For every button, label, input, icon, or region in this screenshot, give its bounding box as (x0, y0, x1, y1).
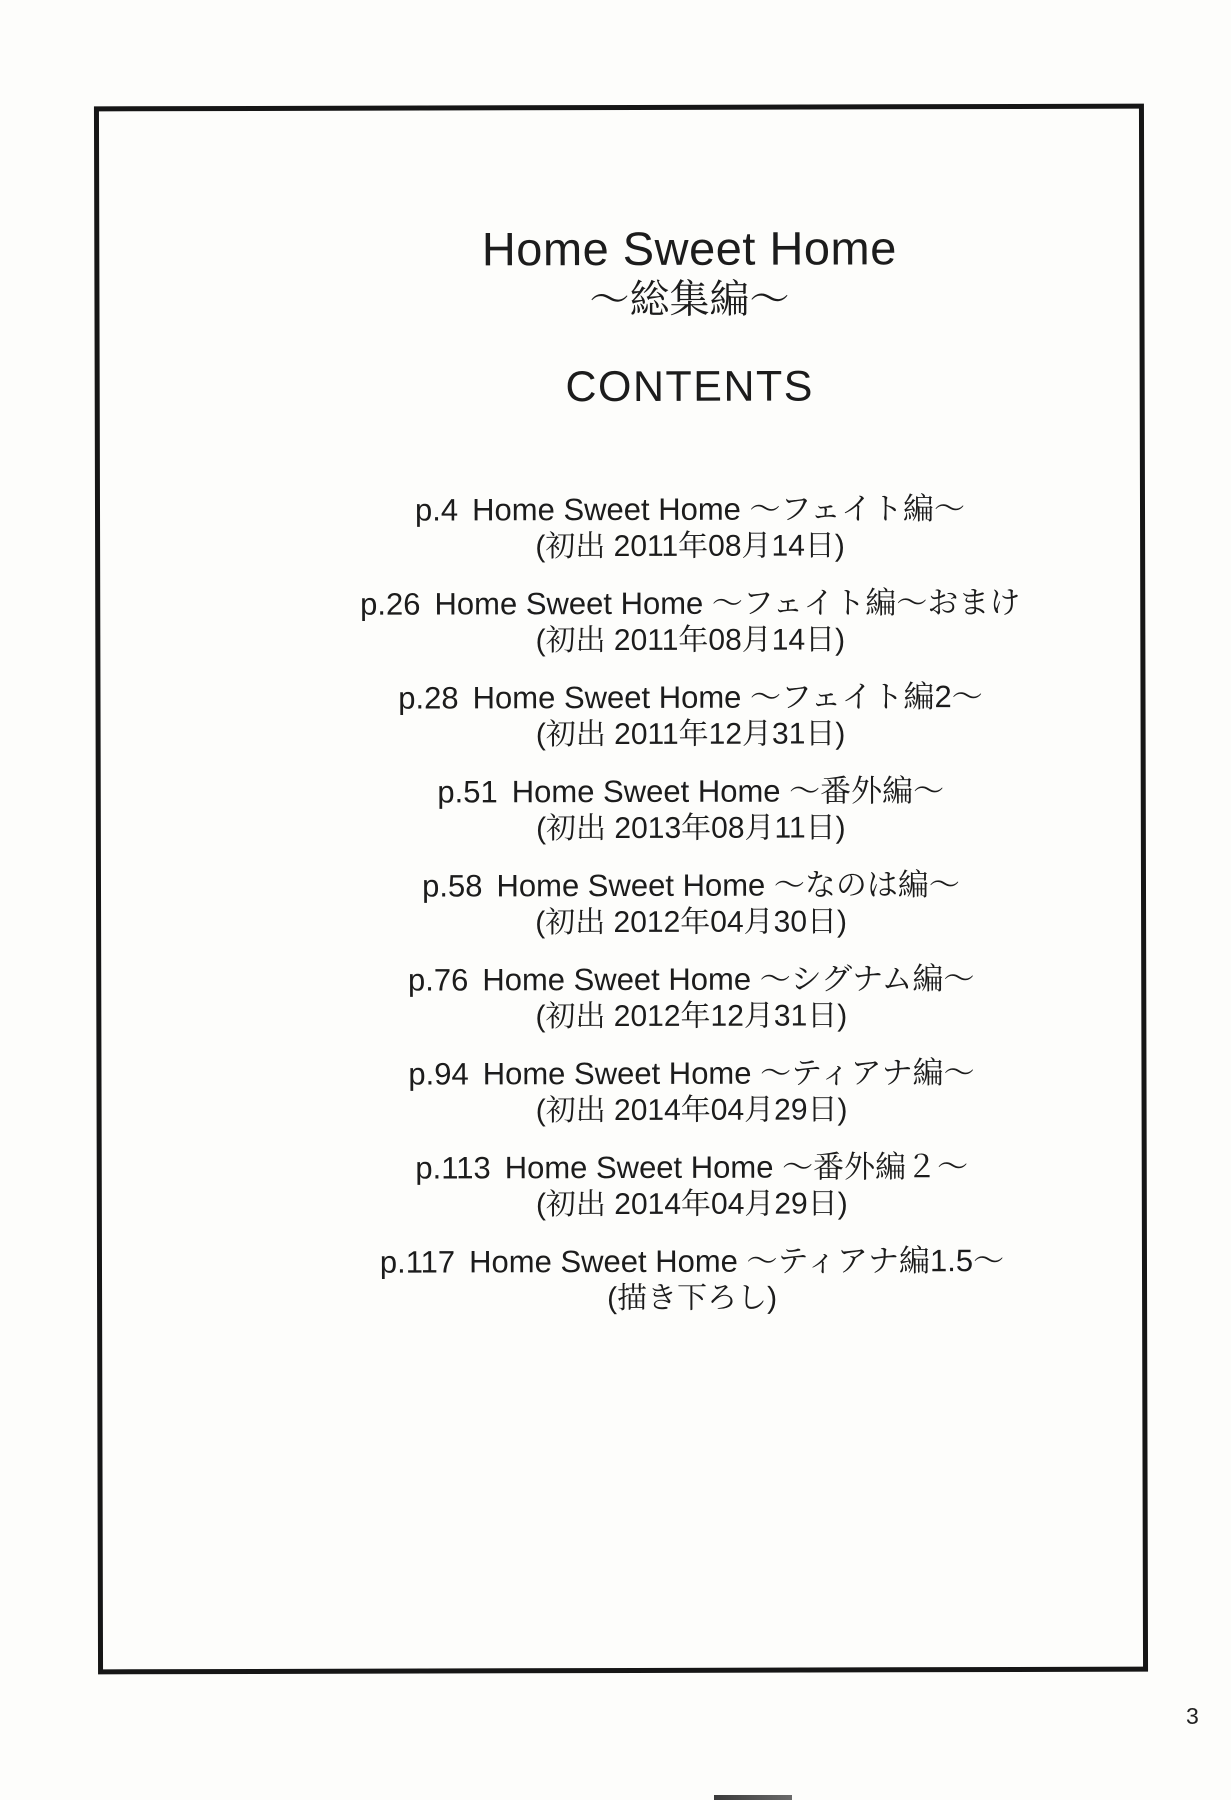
toc-entry-page: p.28 (398, 680, 459, 716)
toc-entry-title-line (160, 677, 1220, 717)
toc-entry-title-line (162, 1241, 1222, 1281)
toc-entry-title: Home Sweet Home ～シグナム編～ (482, 961, 975, 998)
toc-entry-page: p.51 (437, 774, 498, 810)
toc-entry (161, 771, 1221, 848)
toc-entry-page: p.26 (360, 586, 421, 622)
toc-entry-date: (初出 2014年04月29日) (535, 1093, 848, 1128)
toc-entry-title-line (160, 583, 1220, 623)
toc-entry (161, 959, 1221, 1036)
toc-entry-title: Home Sweet Home ～番外編～ (511, 773, 945, 810)
toc-entry-page: p.58 (422, 868, 483, 904)
toc-entry (162, 1241, 1222, 1318)
page-number: 3 (1186, 1703, 1199, 1729)
toc-entry-date: (初出 2013年08月11日) (536, 811, 846, 846)
toc-entry (162, 1147, 1222, 1224)
print-registration-mark (714, 1795, 792, 1800)
toc-entry-title: Home Sweet Home ～フェイト編～おまけ (434, 584, 1021, 622)
table-of-contents (160, 489, 1222, 1318)
toc-entry-title-line (161, 771, 1221, 811)
toc-entry-page: p.4 (414, 492, 459, 528)
toc-entry (161, 1053, 1221, 1130)
toc-entry-date: (初出 2011年12月31日) (535, 717, 846, 752)
toc-entry-title: Home Sweet Home ～フェイト編2～ (472, 679, 983, 716)
toc-entry-title: Home Sweet Home ～番外編２～ (504, 1149, 969, 1186)
toc-entry-title-line (161, 1053, 1221, 1093)
toc-entry (160, 677, 1220, 754)
toc-entry-date: (描き下ろし) (607, 1281, 778, 1316)
toc-entry-date: (初出 2012年12月31日) (535, 999, 848, 1034)
toc-entry-title-line (161, 959, 1221, 999)
toc-entry-date: (初出 2014年04月29日) (535, 1187, 848, 1222)
toc-entry-title-line (160, 489, 1220, 529)
toc-entry-page: p.117 (379, 1244, 456, 1280)
toc-entry-title-line (162, 1147, 1222, 1187)
toc-entry-title: Home Sweet Home ～ティアナ編～ (482, 1055, 975, 1092)
toc-entry-title: Home Sweet Home ～なのは編～ (496, 867, 960, 904)
toc-entry-page: p.76 (407, 962, 469, 998)
book-subtitle-japanese: ～総集編～ (589, 277, 790, 323)
toc-entry-title: Home Sweet Home ～フェイト編～ (472, 491, 966, 528)
content-column (129, 109, 1189, 1316)
toc-entry-date: (初出 2011年08月14日) (535, 623, 846, 658)
toc-entry-title-line (161, 865, 1221, 905)
toc-entry (161, 865, 1221, 942)
toc-entry-date: (初出 2012年04月30日) (535, 905, 848, 940)
toc-entry-page: p.94 (408, 1056, 469, 1092)
toc-entry-page: p.113 (415, 1150, 491, 1186)
toc-entry-date: (初出 2011年08月14日) (535, 529, 845, 564)
book-title-english: Home Sweet Home (481, 221, 897, 276)
toc-entry (160, 489, 1220, 566)
toc-entry (160, 583, 1220, 660)
page-border-frame (94, 104, 1148, 1675)
contents-heading: CONTENTS (565, 362, 814, 412)
toc-entry-title: Home Sweet Home ～ティアナ編1.5～ (469, 1242, 1005, 1280)
